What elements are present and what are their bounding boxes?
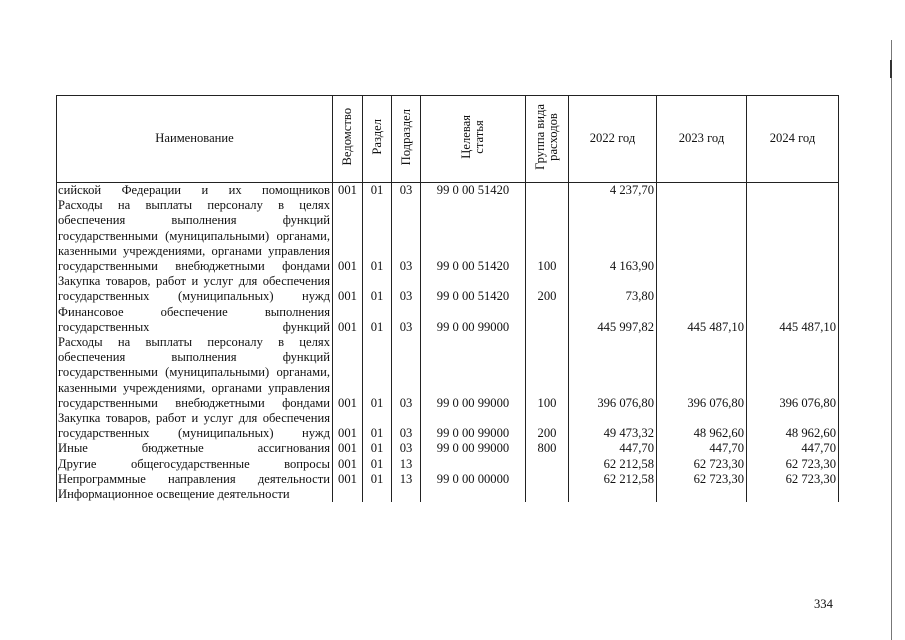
row-amount-2022: 62 212,58: [569, 457, 657, 472]
row-target-article: 99 0 00 00000: [421, 472, 526, 487]
row-amount-2024: [747, 183, 839, 199]
row-target-article: 99 0 00 51420: [421, 183, 526, 199]
row-target-article: 99 0 00 99000: [421, 411, 526, 441]
table-row: [57, 305, 839, 335]
row-expense-type: 200: [526, 411, 569, 441]
row-name: Финансовое обеспечение выполнения государственных функций: [57, 305, 333, 335]
row-expense-type: [526, 472, 569, 487]
row-expense-type: 100: [526, 335, 569, 411]
row-amount-2023: 445 487,10: [657, 305, 747, 335]
row-expense-type: [526, 183, 569, 199]
header-expense-type: Группа вида расходов: [526, 96, 569, 183]
row-amount-2024: [747, 198, 839, 274]
row-section: 01: [363, 183, 392, 199]
header-dept: Ведомство: [333, 96, 363, 183]
header-2023: 2023 год: [657, 96, 747, 183]
table-row: [57, 411, 839, 441]
row-section: 01: [363, 305, 392, 335]
row-dept: 001: [333, 274, 363, 304]
row-subsection: 13: [392, 457, 421, 472]
row-target-article: [421, 457, 526, 472]
header-name: Наименование: [57, 96, 333, 183]
row-subsection: 03: [392, 274, 421, 304]
row-amount-2023: 447,70: [657, 441, 747, 456]
row-dept: 001: [333, 441, 363, 456]
row-target-article: 99 0 00 99000: [421, 335, 526, 411]
table-row: [57, 335, 839, 411]
row-subsection: 03: [392, 305, 421, 335]
table-row: [57, 487, 839, 502]
header-2024: 2024 год: [747, 96, 839, 183]
row-dept: [333, 487, 363, 502]
row-name: Иные бюджетные ассигнования: [57, 441, 333, 456]
table-row: [57, 198, 839, 274]
row-amount-2022: 4 237,70: [569, 183, 657, 199]
row-name: Расходы на выплаты персоналу в целях обеспечения выполнения функций государственными (муниципальными) органами, казенными учреждениями, органами управления государственными внебюджетными фондами: [57, 335, 333, 411]
row-expense-type: [526, 487, 569, 502]
page-number: 334: [814, 597, 833, 611]
row-subsection: 13: [392, 472, 421, 487]
row-target-article: 99 0 00 51420: [421, 198, 526, 274]
row-expense-type: 200: [526, 274, 569, 304]
row-amount-2022: 445 997,82: [569, 305, 657, 335]
header-2022: 2022 год: [569, 96, 657, 183]
header-target-article: Целевая статья: [421, 96, 526, 183]
row-dept: 001: [333, 457, 363, 472]
row-subsection: [392, 487, 421, 502]
row-section: 01: [363, 274, 392, 304]
page-edge-mark: [890, 60, 892, 78]
row-amount-2024: [747, 274, 839, 304]
row-section: 01: [363, 198, 392, 274]
row-name: Закупка товаров, работ и услуг для обеспечения государственных (муниципальных) нужд: [57, 411, 333, 441]
row-amount-2024: 396 076,80: [747, 335, 839, 411]
page-edge-line: [891, 40, 892, 640]
row-amount-2022: 62 212,58: [569, 472, 657, 487]
row-amount-2022: [569, 487, 657, 502]
table-row: [57, 274, 839, 304]
row-amount-2022: 4 163,90: [569, 198, 657, 274]
row-target-article: 99 0 00 51420: [421, 274, 526, 304]
row-amount-2023: 396 076,80: [657, 335, 747, 411]
row-expense-type: 100: [526, 198, 569, 274]
row-amount-2023: [657, 274, 747, 304]
row-amount-2024: 62 723,30: [747, 457, 839, 472]
row-section: [363, 487, 392, 502]
row-dept: 001: [333, 472, 363, 487]
row-section: 01: [363, 411, 392, 441]
row-amount-2024: [747, 487, 839, 502]
row-amount-2024: 48 962,60: [747, 411, 839, 441]
row-amount-2022: 49 473,32: [569, 411, 657, 441]
row-amount-2024: 447,70: [747, 441, 839, 456]
row-name: Расходы на выплаты персоналу в целях обеспечения выполнения функций государственными (муниципальными) органами, казенными учреждениями, органами управления государственными внебюджетными фондами: [57, 198, 333, 274]
row-subsection: 03: [392, 441, 421, 456]
row-subsection: 03: [392, 198, 421, 274]
row-name: Закупка товаров, работ и услуг для обеспечения государственных (муниципальных) нужд: [57, 274, 333, 304]
row-dept: 001: [333, 305, 363, 335]
row-amount-2023: 48 962,60: [657, 411, 747, 441]
header-subsection: Подраздел: [392, 96, 421, 183]
row-subsection: 03: [392, 335, 421, 411]
row-amount-2024: 62 723,30: [747, 472, 839, 487]
row-subsection: 03: [392, 183, 421, 199]
row-amount-2022: 447,70: [569, 441, 657, 456]
row-subsection: 03: [392, 411, 421, 441]
row-section: 01: [363, 335, 392, 411]
row-amount-2023: 62 723,30: [657, 472, 747, 487]
row-expense-type: [526, 457, 569, 472]
budget-table: [56, 95, 839, 502]
row-expense-type: 800: [526, 441, 569, 456]
row-amount-2022: 73,80: [569, 274, 657, 304]
row-amount-2023: [657, 487, 747, 502]
row-amount-2023: 62 723,30: [657, 457, 747, 472]
table-row: [57, 457, 839, 472]
table-row: [57, 183, 839, 199]
row-dept: 001: [333, 183, 363, 199]
table-header-row: [57, 96, 839, 183]
row-name: Другие общегосударственные вопросы: [57, 457, 333, 472]
row-amount-2023: [657, 198, 747, 274]
row-section: 01: [363, 457, 392, 472]
row-dept: 001: [333, 411, 363, 441]
row-target-article: 99 0 00 99000: [421, 305, 526, 335]
row-section: 01: [363, 441, 392, 456]
row-dept: 001: [333, 335, 363, 411]
row-name: сийской Федерации и их помощников: [57, 183, 333, 199]
row-section: 01: [363, 472, 392, 487]
row-name: Непрограммные направления деятельности: [57, 472, 333, 487]
row-name: Информационное освещение деятельности: [57, 487, 333, 502]
row-amount-2024: 445 487,10: [747, 305, 839, 335]
row-target-article: 99 0 00 99000: [421, 441, 526, 456]
row-target-article: [421, 487, 526, 502]
row-expense-type: [526, 305, 569, 335]
table-row: [57, 441, 839, 456]
row-amount-2022: 396 076,80: [569, 335, 657, 411]
row-amount-2023: [657, 183, 747, 199]
header-section: Раздел: [363, 96, 392, 183]
row-dept: 001: [333, 198, 363, 274]
table-row: [57, 472, 839, 487]
